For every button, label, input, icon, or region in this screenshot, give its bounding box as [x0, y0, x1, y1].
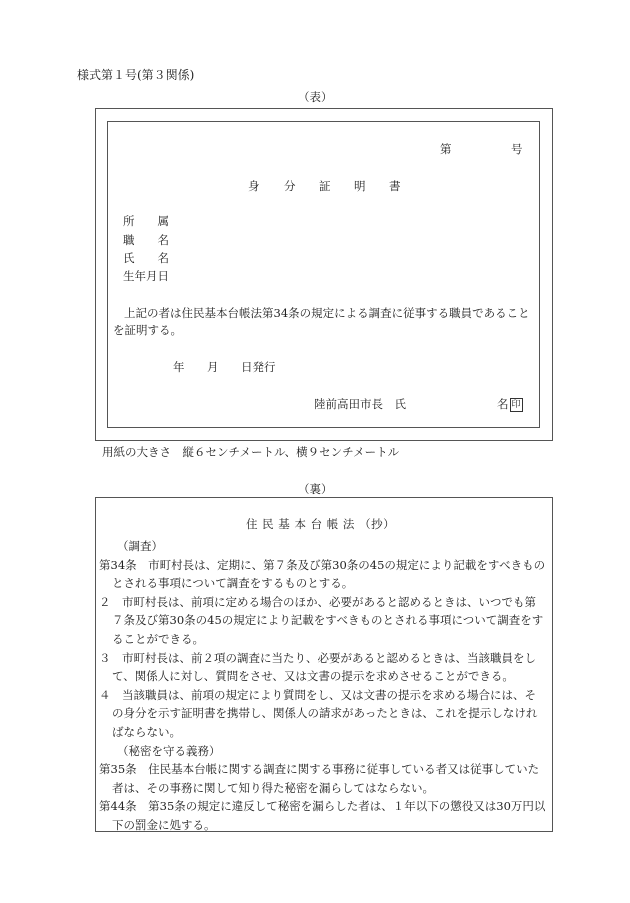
number-dai: 第: [440, 142, 452, 156]
name-label: 名: [497, 397, 509, 411]
law-line: ３ 市町村長は、前２項の調査に当たり、必要があると認めるときは、当該職員をし: [99, 650, 536, 665]
date-issued: 日発行: [241, 360, 276, 374]
field-birthdate: 生年月日: [123, 269, 169, 283]
law-line: 第34条 市町村長は、定期に、第７条及び第30条の45の規定により記載をすべきもの: [99, 557, 546, 572]
law-line: ７条及び第30条の45の規定により記載をすべきものとされる事項について調査をす: [112, 613, 544, 628]
law-line: ばならない。: [112, 725, 181, 739]
title-char: 身: [248, 179, 260, 193]
field-name: 氏 名: [123, 251, 169, 265]
law-line: ４ 当該職員は、前項の規定により質問をし、又は文書の提示を求める場合には、そ: [99, 687, 536, 702]
issuer-name-seal: [497, 396, 523, 412]
law-line: 者は、その事務に関して知り得た秘密を漏らしてはならない。: [112, 780, 434, 795]
law-line: て、関係人に対し、質問をさせ、又は文書の提示を求めさせることができる。: [112, 669, 514, 684]
back-heading: （裏）: [298, 482, 333, 496]
date-month: 月: [207, 360, 219, 374]
law-line: 第44条 第35条の規定に違反して秘密を漏らした者は、１年以下の懲役又は30万円以: [99, 799, 546, 814]
field-affiliation: 所 属: [123, 214, 169, 228]
law-line: ることができる。: [112, 632, 204, 646]
law-line: とされる事項について調査をするものとする。: [112, 576, 354, 591]
form-label: 様式第１号(第３関係): [77, 68, 195, 82]
law-line: ２ 市町村長は、前項に定める場合のほか、必要があると認めるときは、いつでも第: [99, 594, 536, 609]
number-go: 号: [511, 142, 523, 156]
statement-line-2: を証明する。: [113, 323, 182, 337]
statement-line-1: 上記の者は住民基本台帳法第34条の規定による調査に従事する職員であること: [124, 306, 530, 320]
law-line: （秘密を守る義務）: [117, 743, 221, 758]
title-char: 分: [284, 179, 296, 193]
issuer: 陸前高田市長 氏: [314, 397, 406, 411]
certificate-title: [248, 178, 408, 194]
field-position: 職 名: [123, 233, 169, 247]
date-year: 年: [173, 360, 185, 374]
title-char: 書: [389, 179, 401, 193]
title-char: 明: [354, 179, 366, 193]
law-line: （調査）: [117, 539, 163, 553]
paper-size-note: 用紙の大きさ 縦６センチメートル、横９センチメートル: [102, 445, 400, 459]
law-line: 第35条 住民基本台帳に関する調査に関する事務に従事している者又は従事していた: [99, 762, 540, 777]
law-line: 下の罰金に処する。: [112, 818, 216, 832]
law-line: の身分を示す証明書を携帯し、関係人の請求があったときは、これを提示しなけれ: [112, 706, 538, 721]
seal-mark: 印: [511, 400, 521, 410]
front-inner-frame: [107, 121, 540, 428]
title-char: 証: [319, 179, 331, 193]
law-title: 住 民 基 本 台 帳 法 （抄）: [246, 517, 396, 531]
front-heading: （表）: [298, 90, 333, 104]
